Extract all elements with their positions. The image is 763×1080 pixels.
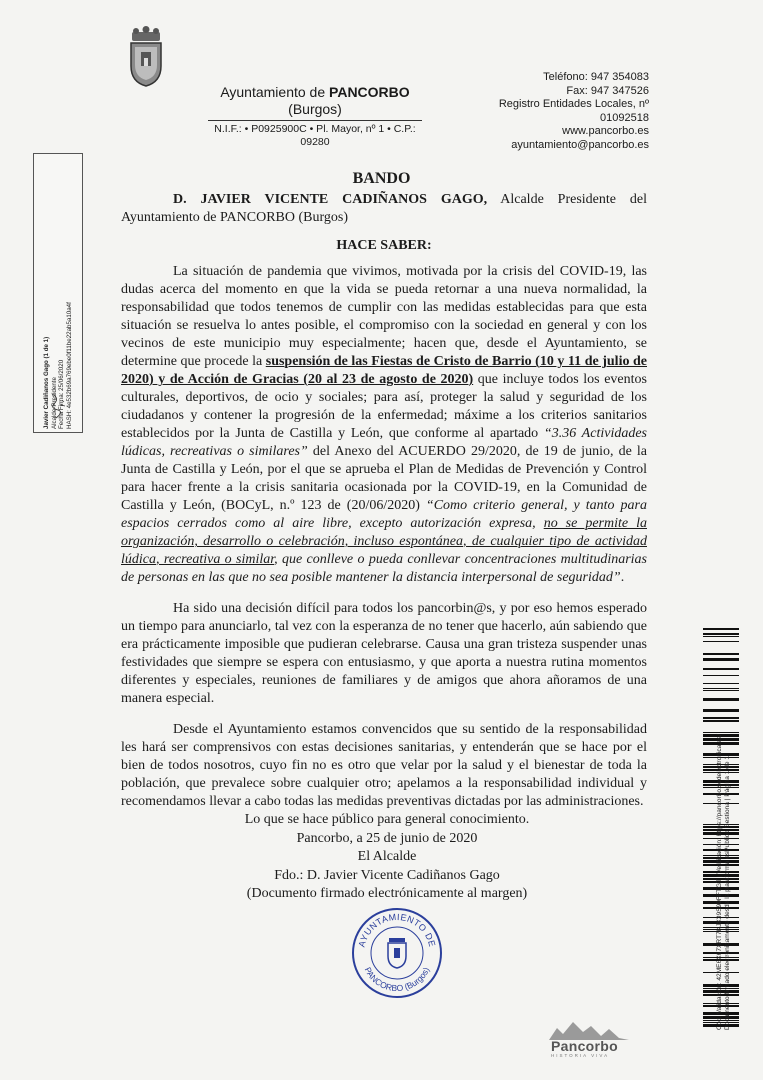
municipality-name: Ayuntamiento de PANCORBO	[220, 84, 410, 100]
contact-fax: Fax: 947 347526	[566, 84, 649, 97]
coat-of-arms-icon	[126, 26, 166, 88]
logo-tagline: HISTORIA VIVA	[551, 1053, 610, 1058]
closing-block	[220, 811, 554, 904]
logo-name: Pancorbo	[551, 1038, 618, 1054]
contact-info	[389, 71, 649, 153]
contact-registry: Registro Entidades Locales, nº	[498, 98, 649, 111]
closing-date: Pancorbo, a 25 de junio de 2020	[296, 830, 478, 846]
signature-signer: Javier Cadiñanos Gago (1 de 1)	[43, 336, 50, 429]
closing-electronic-note: (Documento firmado electrónicamente al margen)	[246, 886, 528, 901]
closing-public-notice: Lo que se hace público para general conocimiento.	[244, 812, 530, 827]
official-stamp-icon	[350, 906, 444, 1000]
svg-text:PANCORBO (Burgos): PANCORBO (Burgos)	[362, 965, 432, 994]
contact-phone: Teléfono: 947 354083	[543, 71, 649, 83]
closing-role: El Alcalde	[357, 849, 417, 864]
svg-text:AYUNTAMIENTO DE: AYUNTAMIENTO DE	[356, 911, 438, 949]
verification-text	[716, 690, 732, 1030]
contact-website: www.pancorbo.es	[562, 125, 649, 138]
hace-saber-heading: HACE SABER:	[336, 238, 432, 253]
electronic-signature-box	[33, 153, 83, 433]
contact-registry-number: 01092518	[600, 111, 649, 124]
document-body	[121, 191, 647, 811]
document-title: BANDO	[352, 170, 411, 187]
municipality-province: (Burgos)	[288, 101, 342, 117]
verification-platform: Documento firmado electrónicamente desde la plataforma esPublico Gestiona | Página 1 de 1	[724, 755, 731, 1030]
verification-code: Cód. Validación: 42ME6X67XRT7KJX39S99FFTGT | Verificación: https://pancorbo.sedelectronica.es/	[716, 733, 723, 1030]
paragraph-responsibility: Desde el Ayuntamiento estamos convencidos que su sentido de la responsabilidad les hará ser comprensivos con estas decisiones sanitarias, y entenderán que se hace por el bien de todos nosotros, cuyo fin no es otro que velar por la salud y el bienestar de toda la población, que prevalece sobre cualquier otro; apelamos a la responsabilidad individual y recomendamos llevar a cabo todas las medidas preventivas dictadas por las administraciones.	[121, 722, 647, 809]
signature-date: Fecha Firma: 25/06/2020	[58, 359, 65, 429]
closing-signed-by: Fdo.: D. Javier Vicente Cadiñanos Gago	[274, 867, 500, 883]
signature-details	[43, 159, 73, 429]
signature-hash: HASH: 4e532b69a769ebe0f11be22ab5a10a4f	[65, 302, 73, 429]
intro-paragraph: D. JAVIER VICENTE CADIÑANOS GAGO, Alcalde Presidente del Ayuntamiento de PANCORBO (Burgos)	[121, 192, 647, 225]
signature-role: Alcalde-Presidente	[50, 377, 58, 429]
pancorbo-logo	[545, 1020, 655, 1060]
signature-scribble-icon	[46, 390, 70, 422]
paragraph-decision: Ha sido una decisión difícil para todos los pancorbin@s, y por eso hemos esperado un tiempo para anunciarlo, tal vez con la esperanza de no tener que hacerlo, aún sabiendo que era prácticamente imposible que pudieran celebrarse. Causa una gran tristeza suspender unas festividades que siempre se espera con entusiasmo, y que aporta a nuestra rutina momentos diferentes y especiales, reuniones de familiares y de amigos que ahora añoramos de una manera especial.	[121, 601, 647, 706]
mountains-icon	[549, 1020, 629, 1040]
contact-email: ayuntamiento@pancorbo.es	[511, 138, 649, 151]
municipality-nif: N.I.F.: • P0925900C • Pl. Mayor, nº 1 • C.P.: 09280	[214, 123, 416, 148]
paragraph-suspension: La situación de pandemia que vivimos, motivada por la crisis del COVID-19, las dudas acerca del momento en que la vida se pueda retornar a una nueva normalidad, la responsabilidad que todos tenemos de cumplir con las medidas establecidas para que esta situación se resuelva lo antes posible, el compromiso con la sociedad en general y con los vecinos de este municipio muy especialmente; hacen que, desde el Ayuntamiento, se determine que procede la suspensión de las Fiestas de Cristo de Barrio (10 y 11 de julio de 2020) y de Acción de Gracias (20 al 23 de agosto de 2020) que incluye todos los eventos culturales, deportivos, de ocio y sociales; para así, proteger la salud y seguridad de los ciudadanos y contener la progresión de la enfermedad; máxime a los criterios sanitarios establecidos por la Junta de Castilla y León, que conforme al apartado “3.36 Actividades lúdicas, recreativas o similares” del Anexo del ACUERDO 29/2020, de 19 de junio, de la Junta de Castilla y León, por el que se aprueba el Plan de Medidas de Prevención y Control para hacer frente a la crisis sanitaria ocasionada por la COVID-19, en la Comunidad de Castilla y León, (BOCyL, n.º 123 de (20/06/2020) “Como criterio general, y tanto para espacios cerrados como al aire libre, excepto autorización expresa, no se permite la organización, desarrollo o celebración, incluso espontánea, de cualquier tipo de actividad lúdica, recreativa o similar, que conlleve o pueda conllevar concentraciones multitudinarias de personas en las que no sea posible mantener la distancia interpersonal de seguridad”.	[121, 264, 647, 585]
